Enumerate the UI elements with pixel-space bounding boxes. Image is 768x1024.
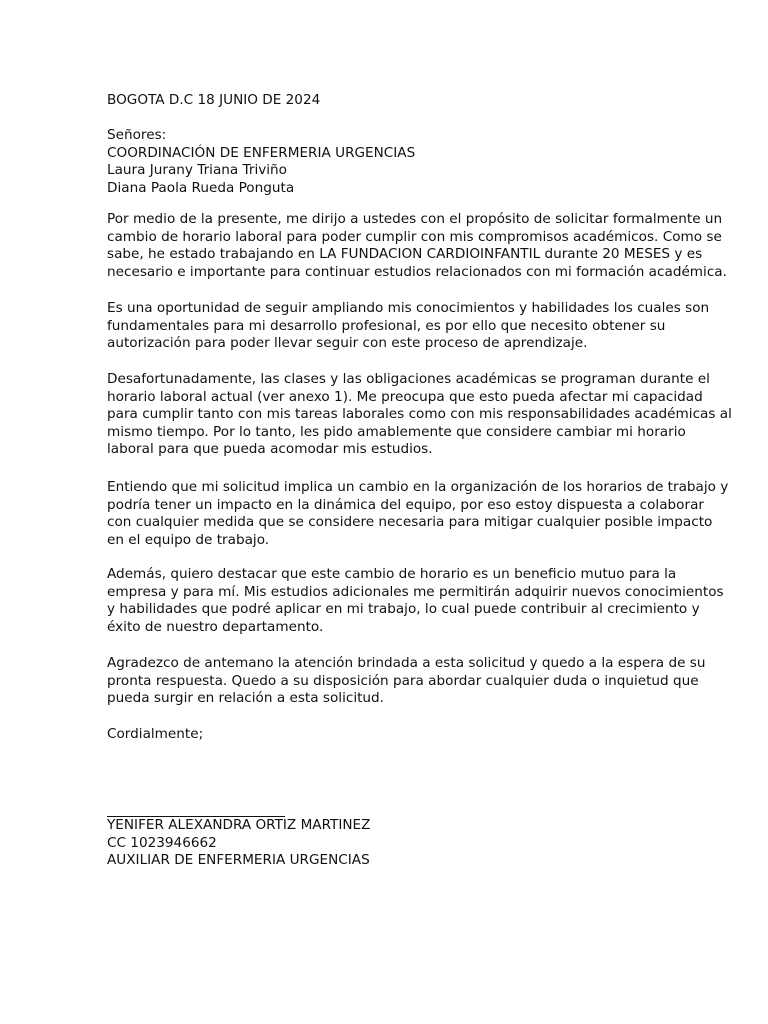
paragraph-line: Además, quiero destacar que este cambio de horario es un beneficio mutuo para la xyxy=(107,566,677,582)
paragraph-line: fundamentales para mi desarrollo profesional, es por ello que necesito obtener su xyxy=(107,317,666,334)
recipient-block xyxy=(107,127,415,197)
paragraph-line: empresa y para mí. Mis estudios adicionales me permitirán adquirir nuevos conocimientos xyxy=(107,583,724,600)
recipient-name: Diana Paola Rueda Ponguta xyxy=(107,179,295,196)
paragraph-opportunity xyxy=(107,300,709,353)
paragraph-line: en el equipo de trabajo. xyxy=(107,531,270,548)
paragraph-line: horario laboral actual (ver anexo 1). Me preocupa que esto pueda afectar mi capacidad xyxy=(107,388,703,405)
paragraph-line: Entiendo que mi solicitud implica un cambio en la organización de los horarios de trabajo y xyxy=(107,479,729,495)
paragraph-thanks xyxy=(107,655,705,708)
date-line: BOGOTA D.C 18 JUNIO DE 2024 xyxy=(107,92,321,108)
paragraph-line: podría tener un impacto en la dinámica del equipo, por eso estoy dispuesta a colaborar xyxy=(107,496,704,513)
signature-block xyxy=(107,817,370,870)
signer-name: YENIFER ALEXANDRA ORTIZ MARTINEZ xyxy=(107,817,371,833)
paragraph-line: necesario e importante para continuar estudios relacionados con mi formación académica. xyxy=(107,263,727,280)
recipient-name: Laura Jurany Triana Triviño xyxy=(107,162,287,179)
paragraph-line: Por medio de la presente, me dirijo a ustedes con el propósito de solicitar formalmente un xyxy=(107,211,723,227)
recipient-department: COORDINACIÓN DE ENFERMERIA URGENCIAS xyxy=(107,144,416,161)
paragraph-impact xyxy=(107,479,728,549)
paragraph-line: y habilidades que podré aplicar en mi trabajo, lo cual puede contribuir al crecimiento y xyxy=(107,601,700,618)
paragraph-line: autorización para poder llevar seguir con este proceso de aprendizaje. xyxy=(107,335,588,352)
signer-id: CC 1023946662 xyxy=(107,834,217,851)
paragraph-benefit xyxy=(107,566,724,636)
paragraph-line: para cumplir tanto con mis tareas laborales como con mis responsabilidades académicas al xyxy=(107,406,732,423)
paragraph-line: sabe, he estado trabajando en LA FUNDACION CARDIOINFANTIL durante 20 MESES y es xyxy=(107,246,703,263)
paragraph-line: con cualquier medida que se considere necesaria para mitigar cualquier posible impacto xyxy=(107,514,713,531)
paragraph-line: Es una oportunidad de seguir ampliando mis conocimientos y habilidades los cuales son xyxy=(107,300,710,316)
paragraph-line: Agradezco de antemano la atención brindada a esta solicitud y quedo a la espera de su xyxy=(107,655,706,671)
paragraph-line: éxito de nuestro departamento. xyxy=(107,618,324,635)
closing: Cordialmente; xyxy=(107,726,204,742)
paragraph-line: mismo tiempo. Por lo tanto, les pido amablemente que considere cambiar mi horario xyxy=(107,423,686,440)
salutation: Señores: xyxy=(107,127,167,143)
paragraph-line: cambio de horario laboral para poder cumplir con mis compromisos académicos. Como se xyxy=(107,228,722,245)
paragraph-intro xyxy=(107,211,727,281)
paragraph-line: pueda surgir en relación a esta solicitud. xyxy=(107,690,384,707)
signer-role: AUXILIAR DE ENFERMERIA URGENCIAS xyxy=(107,852,370,869)
signature-line xyxy=(107,802,285,817)
paragraph-schedule xyxy=(107,371,732,459)
paragraph-line: pronta respuesta. Quedo a su disposición para abordar cualquier duda o inquietud que xyxy=(107,672,699,689)
paragraph-line: Desafortunadamente, las clases y las obligaciones académicas se programan durante el xyxy=(107,371,710,387)
paragraph-line: laboral para que pueda acomodar mis estudios. xyxy=(107,441,433,458)
